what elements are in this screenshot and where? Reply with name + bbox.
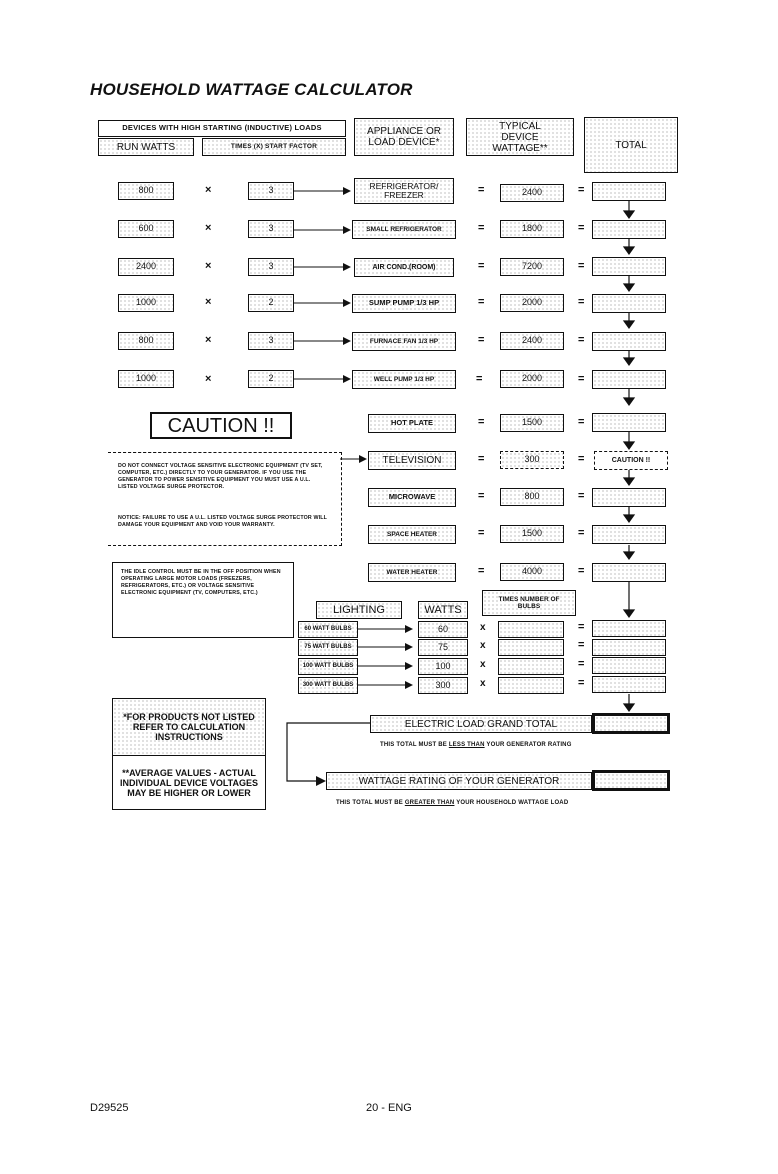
run-watts-text: 2400 bbox=[135, 261, 157, 272]
bulb-count-input[interactable] bbox=[498, 639, 564, 656]
typical-wattage-text: 4000 bbox=[521, 566, 543, 577]
bulb-count-input[interactable] bbox=[498, 677, 564, 694]
equals-sign: = bbox=[478, 527, 485, 539]
total-input[interactable] bbox=[592, 257, 666, 276]
caution-notice bbox=[108, 452, 342, 546]
run-watts-text: 1000 bbox=[135, 297, 157, 308]
typical-wattage-value bbox=[500, 184, 564, 202]
equals-sign: = bbox=[578, 565, 585, 577]
run-watts-value[interactable] bbox=[118, 182, 174, 200]
bulb-label bbox=[298, 639, 358, 656]
typical-wattage-value bbox=[500, 258, 564, 276]
times-bulbs-header-text: TIMES NUMBER OF BULBS bbox=[498, 595, 560, 610]
start-factor-value[interactable] bbox=[248, 220, 294, 238]
lighting-header bbox=[316, 601, 402, 619]
typical-wattage-text: 2400 bbox=[521, 187, 543, 198]
equals-sign: = bbox=[478, 416, 485, 428]
bulb-label-text: 100 WATT BULBS bbox=[302, 663, 354, 670]
bulb-watts bbox=[418, 658, 468, 675]
grand-total-label-text: ELECTRIC LOAD GRAND TOTAL bbox=[404, 718, 558, 730]
total-input[interactable] bbox=[592, 639, 666, 656]
start-factor-text: 2 bbox=[268, 297, 274, 308]
times-sign: x bbox=[480, 640, 486, 651]
times-sign: × bbox=[205, 184, 212, 196]
run-watts-text: 1000 bbox=[135, 373, 157, 384]
times-bulbs-header bbox=[482, 590, 576, 616]
total-input[interactable] bbox=[592, 676, 666, 693]
run-watts-value[interactable] bbox=[118, 294, 174, 312]
page-title: HOUSEHOLD WATTAGE CALCULATOR bbox=[90, 80, 413, 99]
device-label bbox=[352, 220, 456, 239]
device-label-text: HOT PLATE bbox=[391, 418, 433, 428]
total-input[interactable] bbox=[592, 620, 666, 637]
start-factor-text: 3 bbox=[268, 185, 274, 196]
grand-total-label bbox=[370, 715, 592, 733]
start-factor-value[interactable] bbox=[248, 370, 294, 388]
equals-sign: = bbox=[578, 296, 585, 308]
equals-sign: = bbox=[478, 490, 485, 502]
typical-wattage-value bbox=[500, 220, 564, 238]
total-input[interactable] bbox=[592, 525, 666, 544]
caution-total bbox=[594, 451, 668, 470]
equals-sign: = bbox=[578, 416, 585, 428]
typical-wattage-text: 2000 bbox=[521, 373, 543, 384]
typical-wattage-value bbox=[500, 332, 564, 350]
run-watts-text: 800 bbox=[138, 185, 154, 196]
device-label-text: SUMP PUMP 1/3 HP bbox=[368, 298, 440, 308]
bulb-watts-text: 75 bbox=[437, 641, 448, 652]
device-label bbox=[354, 178, 454, 204]
run-watts-text: 600 bbox=[138, 223, 154, 234]
equals-sign: = bbox=[478, 296, 485, 308]
typical-wattage-value bbox=[500, 525, 564, 543]
header-inductive-label: DEVICES WITH HIGH STARTING (INDUCTIVE) LOADS bbox=[122, 123, 322, 133]
typical-wattage-text: 7200 bbox=[521, 261, 543, 272]
typical-wattage-text: 1500 bbox=[521, 528, 543, 539]
equals-sign: = bbox=[478, 334, 485, 346]
grand-total-note-pre: THIS TOTAL MUST BE bbox=[380, 742, 449, 748]
bulb-watts-text: 300 bbox=[435, 679, 451, 690]
equals-sign: = bbox=[478, 222, 485, 234]
typical-wattage-text: 2400 bbox=[521, 335, 543, 346]
bulb-label bbox=[298, 658, 358, 675]
bulb-count-input[interactable] bbox=[498, 658, 564, 675]
device-label bbox=[368, 563, 456, 582]
start-factor-text: 2 bbox=[268, 373, 274, 384]
device-label bbox=[368, 525, 456, 544]
total-input[interactable] bbox=[592, 370, 666, 389]
run-watts-text: 800 bbox=[138, 335, 154, 346]
device-label-text: FURNACE FAN 1/3 HP bbox=[369, 337, 439, 345]
device-label bbox=[352, 332, 456, 351]
total-input[interactable] bbox=[592, 563, 666, 582]
device-label bbox=[352, 370, 456, 389]
equals-sign: = bbox=[476, 373, 483, 385]
equals-sign: = bbox=[578, 527, 585, 539]
times-sign: × bbox=[205, 222, 212, 234]
device-label-text: AIR COND.(ROOM) bbox=[372, 263, 436, 271]
caution-text: DO NOT CONNECT VOLTAGE SENSITIVE ELECTRONIC EQUIPMENT (TV SET, COMPUTER, ETC.) DIRECTLY TO YOUR GENERATOR. IF YOU USE THE GENERATOR TO POWER SENSITIVE EQUIPMENT YOU MUST USE A U.L. LISTED VOLTAGE SURGE PROTECTOR. bbox=[118, 463, 323, 491]
equals-sign: = bbox=[578, 184, 585, 196]
device-label-text: SPACE HEATER bbox=[387, 530, 437, 538]
device-label bbox=[354, 258, 454, 277]
equals-sign: = bbox=[578, 222, 585, 234]
grand-total-note-post: YOUR GENERATOR RATING bbox=[484, 742, 572, 748]
times-sign: × bbox=[205, 296, 212, 308]
generator-note bbox=[336, 800, 568, 806]
generator-note-em: GREATER THAN bbox=[404, 800, 455, 806]
equals-sign: = bbox=[478, 565, 485, 577]
bulb-label bbox=[298, 677, 358, 694]
equals-sign: = bbox=[578, 490, 585, 502]
watts-header bbox=[418, 601, 468, 619]
run-watts-value[interactable] bbox=[118, 258, 174, 276]
generator-rating-label-text: WATTAGE RATING OF YOUR GENERATOR bbox=[358, 775, 560, 787]
bulb-watts-text: 100 bbox=[435, 660, 451, 671]
start-factor-value[interactable] bbox=[248, 258, 294, 276]
times-sign: x bbox=[480, 678, 486, 689]
device-label-text: WATER HEATER bbox=[386, 568, 438, 576]
total-input[interactable] bbox=[592, 332, 666, 351]
caution-top-dash bbox=[108, 452, 342, 453]
doc-id: D29525 bbox=[90, 1102, 129, 1114]
equals-sign: = bbox=[578, 658, 585, 670]
grand-total-note-em: LESS THAN bbox=[448, 742, 485, 748]
total-input[interactable] bbox=[592, 413, 666, 432]
bulb-label-text: 300 WATT BULBS bbox=[302, 682, 354, 689]
typical-wattage-text: 2000 bbox=[521, 297, 543, 308]
equals-sign: = bbox=[578, 334, 585, 346]
bulb-watts bbox=[418, 639, 468, 656]
device-label bbox=[368, 488, 456, 507]
lighting-header-text: LIGHTING bbox=[333, 603, 385, 616]
typical-wattage-value bbox=[500, 451, 564, 469]
typical-wattage-text: 300 bbox=[524, 454, 540, 465]
device-label-text: SMALL REFRIGERATOR bbox=[366, 225, 442, 233]
typical-wattage-value bbox=[500, 563, 564, 581]
header-typical-label: TYPICAL DEVICE WATTAGE** bbox=[492, 120, 548, 154]
device-label bbox=[368, 451, 456, 470]
total-input[interactable] bbox=[592, 657, 666, 674]
generator-rating-input[interactable] bbox=[592, 770, 670, 791]
products-note bbox=[113, 699, 265, 756]
caution-banner bbox=[150, 412, 292, 439]
start-factor-value[interactable] bbox=[248, 182, 294, 200]
header-appliance-label: APPLIANCE OR LOAD DEVICE* bbox=[367, 126, 441, 148]
equals-sign: = bbox=[578, 260, 585, 272]
bulb-watts-text: 60 bbox=[437, 623, 448, 634]
header-total-label: TOTAL bbox=[615, 139, 647, 151]
bulb-label bbox=[298, 621, 358, 638]
average-note-text: **AVERAGE VALUES - ACTUAL INDIVIDUAL DEVICE VOLTAGES MAY BE HIGHER OR LOWER bbox=[119, 767, 258, 799]
equals-sign: = bbox=[578, 621, 585, 633]
start-factor-value[interactable] bbox=[248, 294, 294, 312]
device-label-text: TELEVISION bbox=[382, 455, 442, 466]
idle-control-text: THE IDLE CONTROL MUST BE IN THE OFF POSITION WHEN OPERATING LARGE MOTOR LOADS (FREEZERS, REFRIGERATORS, ETC.) OR VOLTAGE SENSITIVE ELECTRONIC EQUIPMENT (TV, COMPUTERS, ETC.) bbox=[121, 569, 281, 597]
average-note bbox=[113, 757, 265, 809]
device-label-text: MICROWAVE bbox=[388, 492, 436, 502]
times-sign: x bbox=[480, 659, 486, 670]
generator-arrow bbox=[316, 776, 326, 786]
times-sign: × bbox=[205, 373, 212, 385]
typical-wattage-value bbox=[500, 414, 564, 432]
caution-label: CAUTION !! bbox=[167, 414, 275, 437]
device-label-text: WELL PUMP 1/3 HP bbox=[373, 375, 435, 383]
device-label bbox=[352, 294, 456, 313]
bulb-watts bbox=[418, 621, 468, 638]
watts-header-text: WATTS bbox=[424, 603, 462, 616]
header-run-watts-label: RUN WATTS bbox=[116, 141, 176, 153]
start-factor-text: 3 bbox=[268, 261, 274, 272]
notes-box bbox=[112, 698, 266, 810]
run-watts-value[interactable] bbox=[118, 370, 174, 388]
products-note-text: *FOR PRODUCTS NOT LISTED REFER TO CALCULATION INSTRUCTIONS bbox=[123, 711, 255, 743]
typical-wattage-value bbox=[500, 370, 564, 388]
typical-wattage-value bbox=[500, 488, 564, 506]
bulb-watts bbox=[418, 677, 468, 694]
start-factor-text: 3 bbox=[268, 335, 274, 346]
page-number: 20 - ENG bbox=[366, 1102, 412, 1114]
typical-wattage-text: 1500 bbox=[521, 417, 543, 428]
bulb-label-text: 60 WATT BULBS bbox=[304, 626, 352, 633]
grand-total-input[interactable] bbox=[592, 713, 670, 734]
equals-sign: = bbox=[578, 453, 585, 465]
device-label-text: REFRIGERATOR/ FREEZER bbox=[369, 180, 439, 200]
total-input[interactable] bbox=[592, 294, 666, 313]
bulb-label-text: 75 WATT BULBS bbox=[304, 644, 352, 651]
total-input[interactable] bbox=[592, 220, 666, 239]
equals-sign: = bbox=[578, 373, 585, 385]
equals-sign: = bbox=[478, 260, 485, 272]
generator-note-post: YOUR HOUSEHOLD WATTAGE LOAD bbox=[454, 800, 569, 806]
typical-wattage-text: 800 bbox=[524, 491, 540, 502]
typical-wattage-value bbox=[500, 294, 564, 312]
total-input[interactable] bbox=[592, 488, 666, 507]
times-sign: x bbox=[480, 622, 486, 633]
equals-sign: = bbox=[578, 639, 585, 651]
header-start-factor-label: TIMES (X) START FACTOR bbox=[230, 143, 318, 151]
times-sign: × bbox=[205, 334, 212, 346]
run-watts-value[interactable] bbox=[118, 332, 174, 350]
generator-note-pre: THIS TOTAL MUST BE bbox=[336, 800, 405, 806]
start-factor-text: 3 bbox=[268, 223, 274, 234]
idle-control-note bbox=[112, 562, 294, 638]
device-label bbox=[368, 414, 456, 433]
generator-rating-label bbox=[326, 772, 592, 790]
equals-sign: = bbox=[478, 184, 485, 196]
total-input[interactable] bbox=[592, 182, 666, 201]
typical-wattage-text: 1800 bbox=[521, 223, 543, 234]
run-watts-value[interactable] bbox=[118, 220, 174, 238]
equals-sign: = bbox=[578, 677, 585, 689]
caution-total-text: CAUTION !! bbox=[611, 456, 651, 464]
caution-notice-text: NOTICE: FAILURE TO USE A U.L. LISTED VOLTAGE SURGE PROTECTOR WILL DAMAGE YOUR EQUIPMENT AND VOID YOUR WARRANTY. bbox=[118, 515, 327, 529]
bulb-count-input[interactable] bbox=[498, 621, 564, 638]
start-factor-value[interactable] bbox=[248, 332, 294, 350]
equals-sign: = bbox=[478, 453, 485, 465]
grand-total-note bbox=[380, 742, 572, 748]
times-sign: × bbox=[205, 260, 212, 272]
